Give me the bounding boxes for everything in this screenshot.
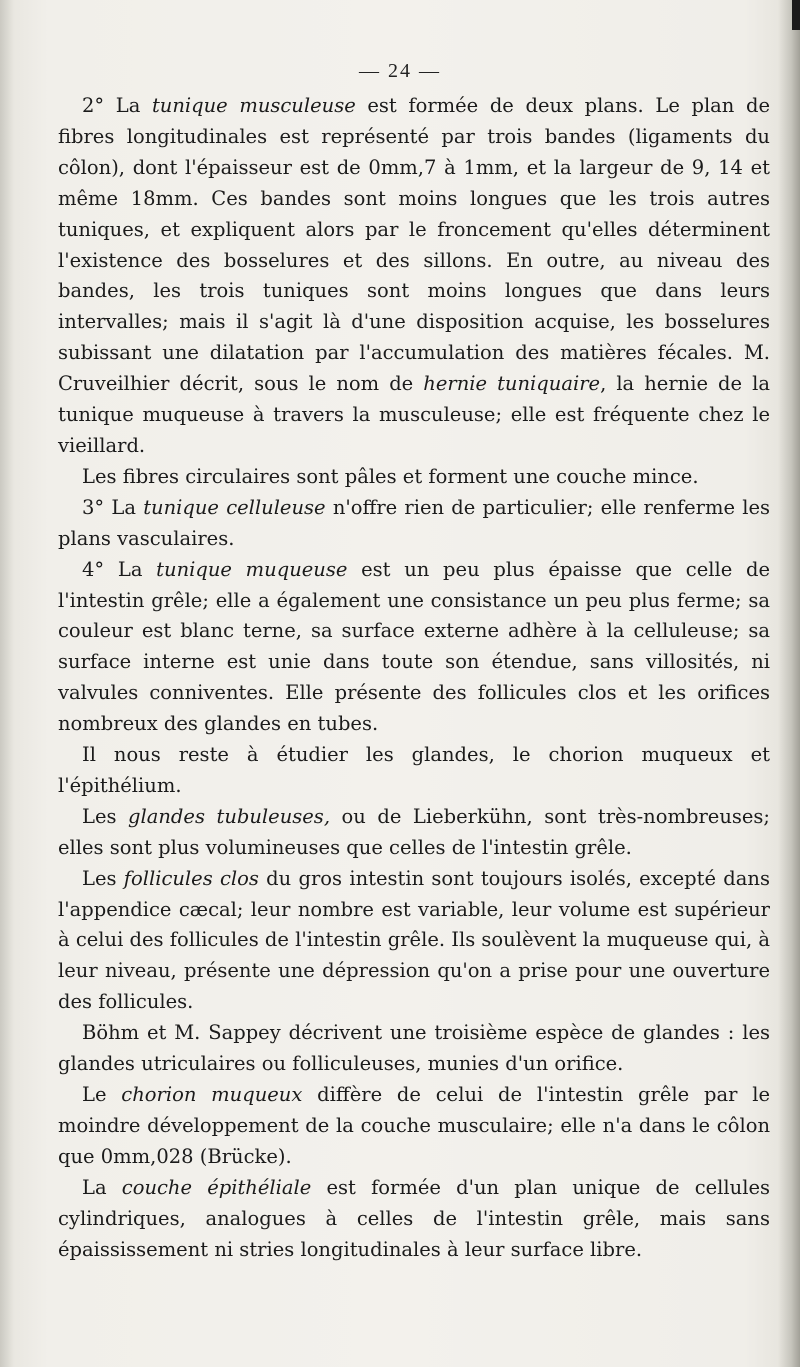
- paragraph-glandes-intro: [58, 740, 770, 802]
- text-run: Le: [82, 1083, 122, 1106]
- text-run: 2° La: [82, 94, 152, 117]
- page-binding-shadow: [778, 0, 800, 1367]
- italic-term: glandes tubuleuses,: [128, 804, 331, 828]
- text-run: La: [82, 1175, 122, 1199]
- paragraph-glandes-tubuleuses: [58, 802, 770, 864]
- text-run: 3° La: [82, 495, 144, 519]
- text-run: est formée d'un plan unique de cellules cylindriques, analogues à celles de l'intestin grêle, mais sans épaississement ni stries longitudinales à leur surface libre.: [58, 1175, 770, 1261]
- italic-term: follicules clos: [123, 866, 259, 890]
- text-run: , la hernie de la tunique muqueuse à travers la musculeuse; elle est fréquente chez le vieillard.: [58, 372, 770, 457]
- text-run: ou de Lieberkühn, sont très-nombreuses; elles sont plus volumineuses que celles de l'intestin grêle.: [58, 804, 770, 859]
- text-run: Il nous reste à étudier les glandes, le chorion muqueux et l'épithélium.: [58, 743, 770, 797]
- text-run: Les fibres circulaires sont pâles et forment une couche mince.: [82, 464, 699, 488]
- text-run: n'offre rien de particulier; elle renferme les plans vasculaires.: [58, 495, 770, 550]
- italic-term: couche épithéliale: [121, 1175, 312, 1199]
- italic-term: tunique musculeuse: [151, 94, 356, 117]
- text-run: diffère de celui de l'intestin grêle par le moindre développement de la couche musculaire; elle n'a dans le côlon que 0mm,028 (Brücke).: [58, 1083, 770, 1168]
- italic-term: hernie tuniquaire: [423, 372, 601, 396]
- italic-term: chorion muqueux: [121, 1083, 303, 1106]
- text-run: Les: [82, 804, 129, 828]
- paragraph-glandes-utriculaires: [58, 1018, 770, 1080]
- text-run: est formée de deux plans. Le plan de fibres longitudinales est représenté par trois bandes (ligaments du côlon), dont l'épaisseur est de 0mm,7 à 1mm, et la largeur de 9, 14 et même 18mm. Ces bandes sont moins longues que les trois autres tuniques, et expliquent alors par le froncement qu'elles déterminent l'existence des bosselures et des sillons. En outre, au niveau des bandes, les trois tuniques sont moins longues que dans leurs intervalles; mais il s'agit là d'une disposition acquise, les bosselures subissant une dilatation par l'accumulation des matières fécales. M. Cruveilhier décrit, sous le nom de: [58, 94, 770, 396]
- page-left-edge-shadow: [0, 0, 14, 1367]
- text-run: est un peu plus épaisse que celle de l'intestin grêle; elle a également une consistance un peu plus ferme; sa couleur est blanc terne, sa surface externe adhère à la celluleuse; sa surface interne est unie dans toute son étendue, sans villosités, ni valvules conniventes. Elle présente des follicules clos et les orifices nombreux des glandes en tubes.: [58, 557, 770, 736]
- paragraph-fibres-circulaires: [58, 462, 770, 493]
- paragraph-couche-epitheliale: [58, 1173, 770, 1266]
- paragraph-follicules-clos: [58, 864, 770, 1019]
- paragraph-chorion-muqueux: [58, 1080, 770, 1173]
- text-run: Les: [82, 866, 124, 890]
- paragraph-tunique-muqueuse: [58, 555, 770, 740]
- paragraph-tunique-celluleuse: [58, 493, 770, 555]
- body-text: [58, 60, 770, 1265]
- text-run: 4° La: [82, 557, 157, 581]
- text-run: du gros intestin sont toujours isolés, excepté dans l'appendice cæcal; leur nombre est variable, leur volume est supérieur à celui des follicules de l'intestin grêle. Ils soulèvent la muqueuse qui, à leur niveau, présente une dépression qu'on a prise pour une ouverture des follicules.: [58, 866, 770, 1014]
- text-run: Böhm et M. Sappey décrivent une troisième espèce de glandes : les glandes utriculaires ou folliculeuses, munies d'un orifice.: [58, 1021, 770, 1076]
- italic-term: tunique muqueuse: [156, 557, 348, 581]
- page-number: — 24 —: [359, 60, 441, 82]
- italic-term: tunique celluleuse: [143, 495, 326, 519]
- page-corner-mark: [792, 0, 800, 30]
- paragraph-tunique-musculeuse: [58, 91, 770, 462]
